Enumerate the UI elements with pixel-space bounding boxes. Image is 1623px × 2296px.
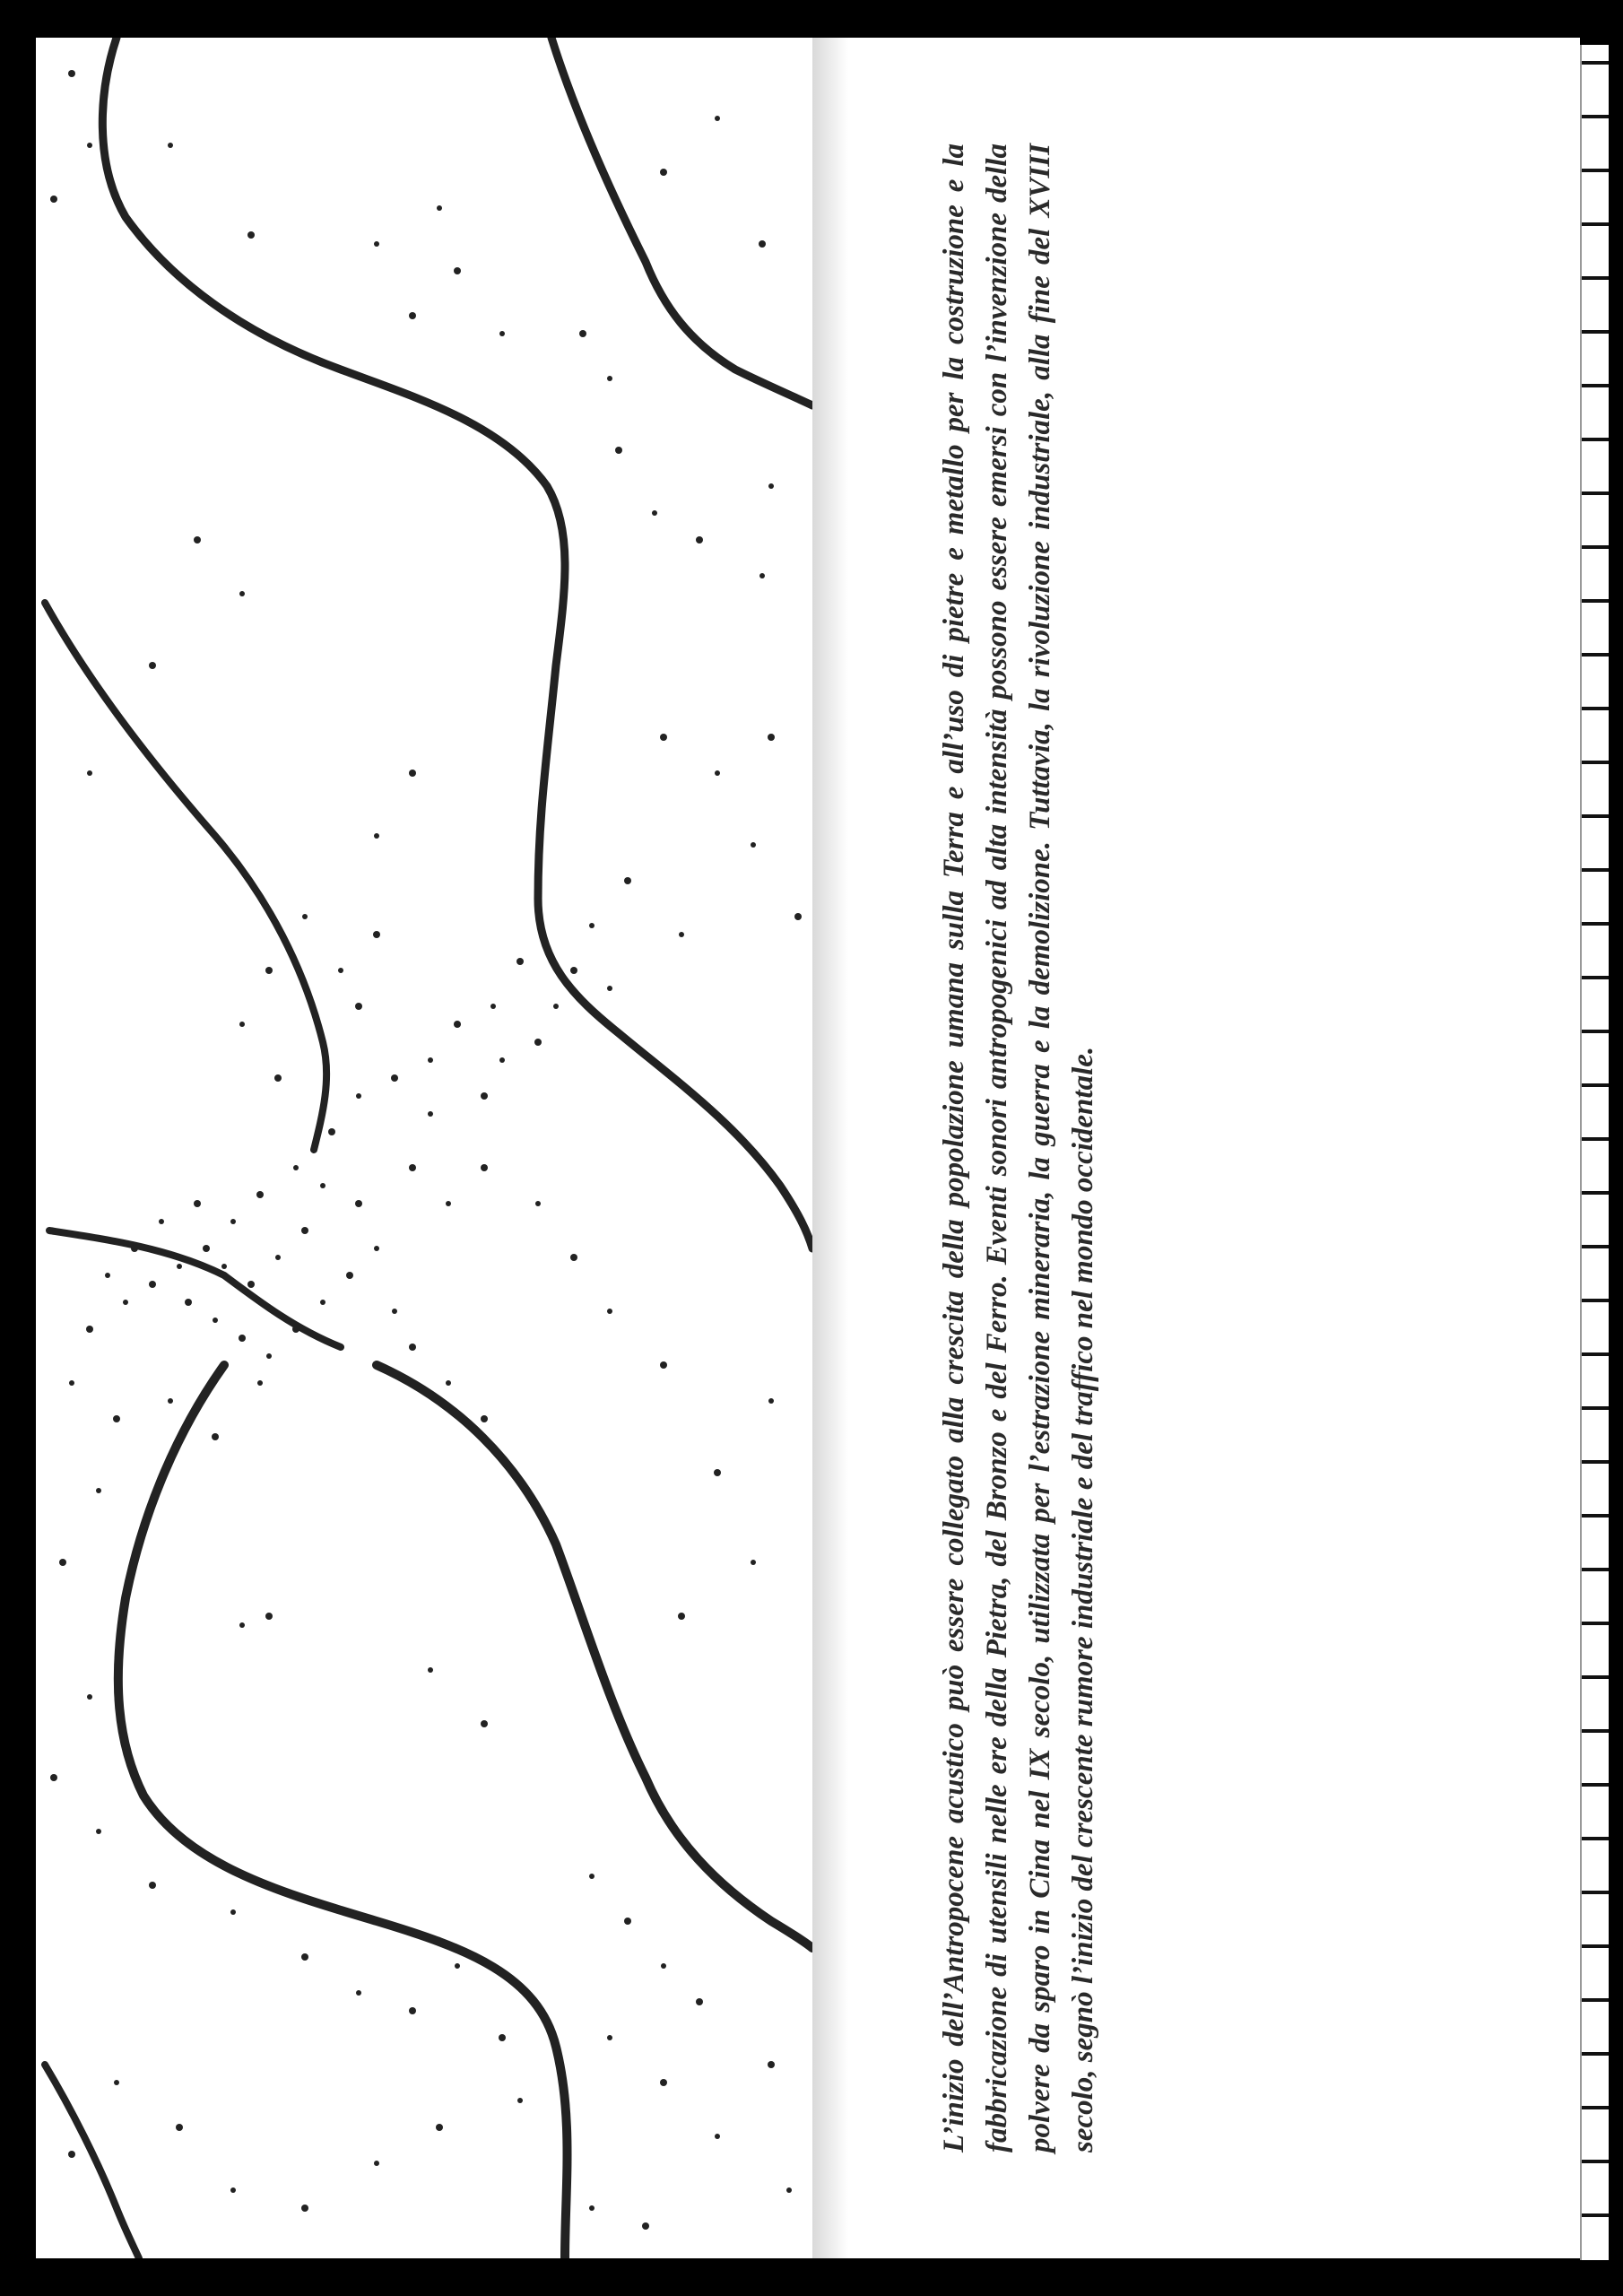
book-gutter [812,38,848,2258]
page-edge [1580,45,1609,2260]
book-spread [36,38,1580,2258]
left-page [36,38,814,2258]
contour-line [45,2065,139,2258]
contour-line [118,1365,568,2258]
contour-line [102,38,812,1248]
rotated-text-block [933,144,1105,2152]
contour-line [377,1365,812,1948]
contour-illustration [36,38,812,2258]
scatter-dots [50,70,802,2230]
contour-line [551,38,812,405]
body-paragraph: L’inizio dell’Antropocene acustico può essere collegato alla crescita della popolazione umana sulla Terra e all’uso di pietre e metallo per la costruzione e la fabbricazione di utensili nelle ere della Pietra, del Bronzo e del Ferro. Eventi sonori antropogenici ad alta intensità possono essere emersi con l’invenzione della polvere da sparo in Cina nel IX secolo, utilizzata per l’estrazione mineraria, la guerra e la demolizione. Tuttavia, la rivoluzione industriale, alla fine del XVIII secolo, segnò l’inizio del crescente rumore industriale e del traffico nel mondo occidentale. [938,144,1099,2152]
contour-line [45,603,326,1150]
